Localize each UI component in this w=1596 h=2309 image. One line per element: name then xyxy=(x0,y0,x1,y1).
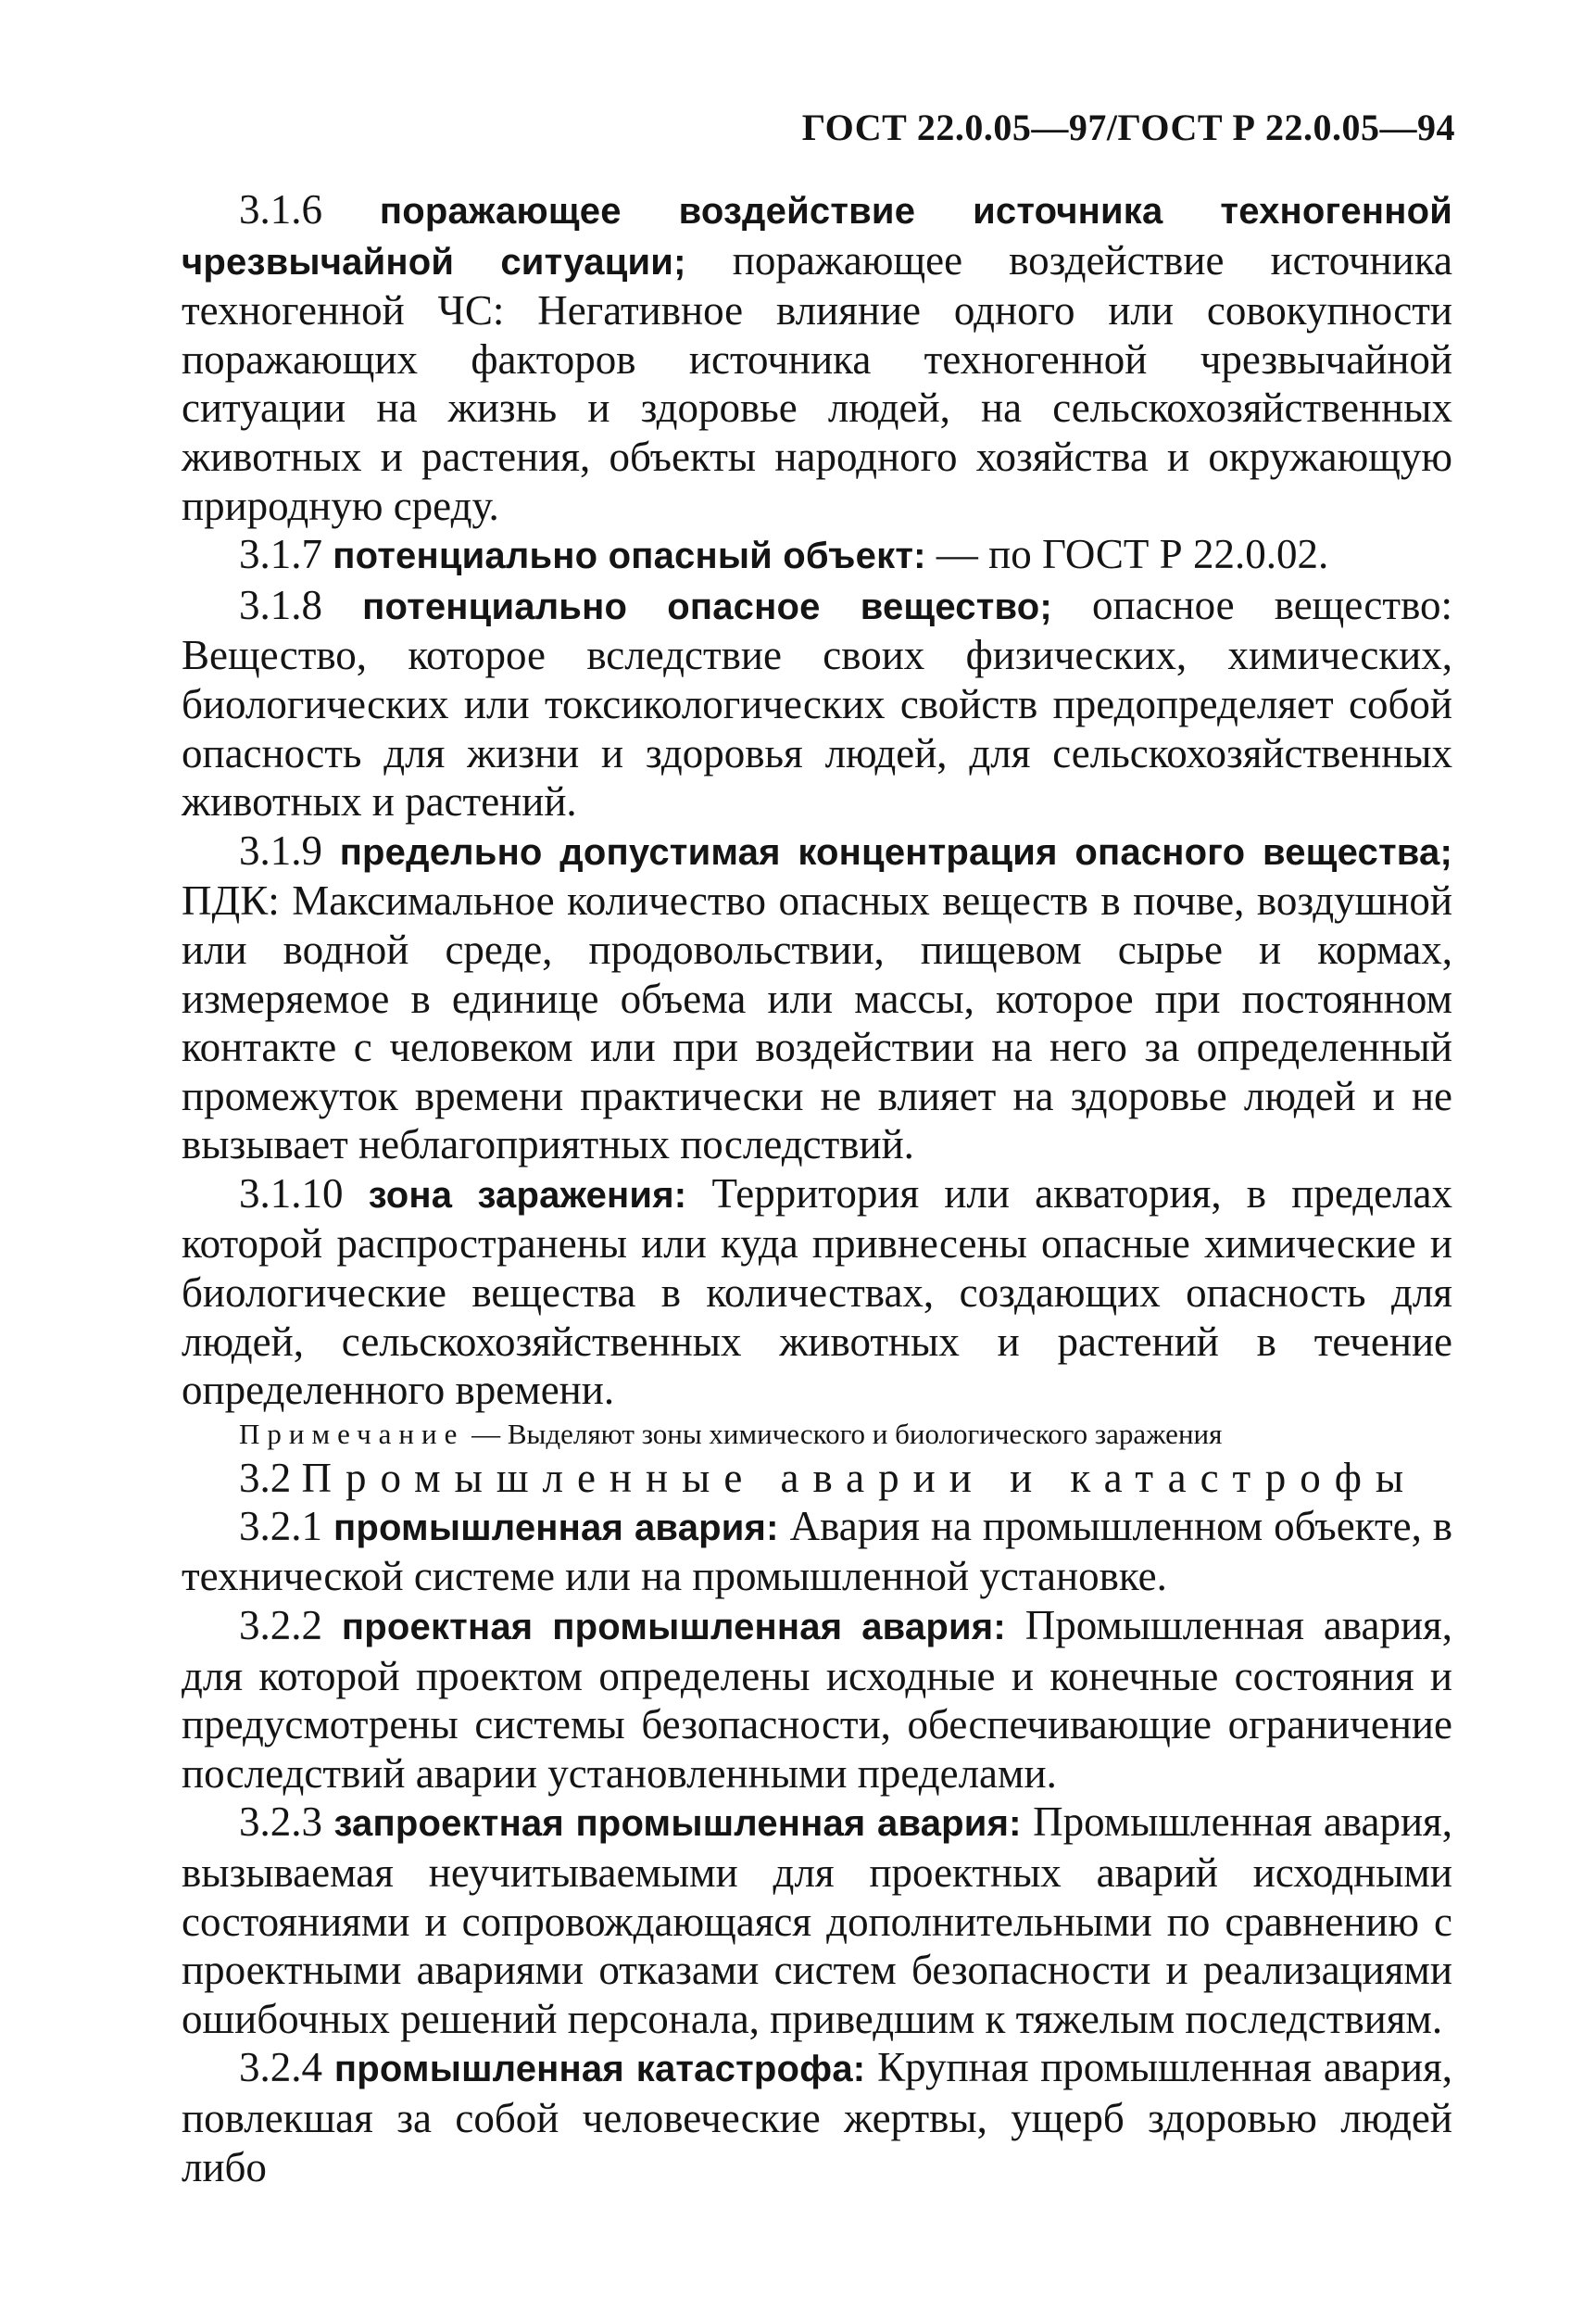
note-text: — Выделяют зоны химического и биологического заражения xyxy=(471,1417,1223,1450)
clause-number: 3.2.3 xyxy=(239,1798,322,1846)
clause-text: ПДК: Максимальное количество опасных веществ в почве, воздушной или водной среде, продовольствии, пищевом сырье и кормах, измеряемое в единице объема или массы, которое при постоянном контакте с человеком или при воздействии на него за определенный промежуток времени практически не влияет на здоровье людей и не вызывает неблагоприятных последствий. xyxy=(182,877,1452,1168)
note xyxy=(182,1415,1452,1454)
clause-number: 3.1.9 xyxy=(239,826,322,874)
paragraph-3-1-7 xyxy=(182,530,1452,581)
clause-text: Авария на промышленном объекте, в технической системе или на промышленной установке. xyxy=(182,1502,1453,1600)
section-number: 3.2 xyxy=(239,1454,292,1501)
paragraph-3-2-3 xyxy=(182,1798,1452,2043)
clause-number: 3.2.2 xyxy=(239,1602,322,1649)
paragraph-3-1-9 xyxy=(182,826,1452,1169)
clause-number: 3.2.1 xyxy=(239,1502,322,1549)
clause-text: — по ГОСТ Р 22.0.02. xyxy=(936,531,1329,578)
clause-term: предельно допустимая концентрация опасного вещества; xyxy=(339,831,1453,873)
clause-text: Территория или акватория, в пределах которой распространены или куда привнесены опасные химические и биологические вещества в количествах, создающих опасность для людей, сельскохозяйственных животных и растений в течение определенного времени. xyxy=(182,1169,1452,1414)
paragraph-3-1-6 xyxy=(182,185,1452,530)
clause-number: 3.1.8 xyxy=(239,581,322,628)
paragraph-3-2-4 xyxy=(182,2043,1452,2191)
clause-number: 3.1.10 xyxy=(239,1169,344,1217)
clause-term: запроектная промышленная авария: xyxy=(333,1803,1022,1845)
paragraph-3-2-2 xyxy=(182,1601,1452,1798)
clause-text: опасное вещество: Вещество, которое вследствие своих физических, химических, биологических или токсикологических свойств предопределяет собой опасность для жизни и здоровья людей, для сельскохозяйственных животных и растений. xyxy=(182,581,1453,826)
clause-text: Промышленная авария, для которой проектом определены исходные и конечные состояния и предусмотрены системы безопасности, обеспечивающие ограничение последствий аварии установленными пределами. xyxy=(182,1602,1452,1797)
note-label: Примечание xyxy=(239,1417,465,1450)
section-heading xyxy=(182,1454,1452,1502)
paragraph-3-1-8 xyxy=(182,581,1452,826)
clause-term: проектная промышленная авария: xyxy=(341,1607,1006,1648)
paragraph-3-1-10 xyxy=(182,1169,1452,1415)
document-body xyxy=(182,185,1452,2191)
clause-term: потенциально опасное вещество; xyxy=(362,586,1052,627)
document-header: ГОСТ 22.0.05—97/ГОСТ Р 22.0.05—94 xyxy=(801,107,1455,148)
clause-number: 3.1.7 xyxy=(239,531,322,578)
clause-term: поражающее воздействие источника техногенной чрезвычайной ситуации; xyxy=(182,191,1452,283)
clause-number: 3.1.6 xyxy=(239,186,322,233)
clause-term: зона заражения: xyxy=(368,1174,687,1216)
clause-text: Промышленная авария, вызываемая неучитываемыми для проектных аварий исходными состояниями и сопровождающаяся дополнительными по сравнению с проектными авариями отказами систем безопасности и реализациями ошибочных решений персонала, приведшим к тяжелым последствиям. xyxy=(182,1798,1453,2042)
clause-text: Крупная промышленная авария, повлекшая за собой человеческие жертвы, ущерб здоровью людей либо xyxy=(182,2044,1453,2190)
clause-number: 3.2.4 xyxy=(239,2044,322,2091)
paragraph-3-2-1 xyxy=(182,1502,1452,1601)
clause-term: потенциально опасный объект: xyxy=(333,536,926,577)
clause-term: промышленная катастрофа: xyxy=(333,2049,866,2090)
clause-text: поражающее воздействие источника техногенной ЧС: Негативное влияние одного или совокупности поражающих факторов источника техногенной чрезвычайной ситуации на жизнь и здоровье людей, на сельскохозяйственных животных и растения, объекты народного хозяйства и окружающую природную среду. xyxy=(182,236,1452,529)
clause-term: промышленная авария: xyxy=(333,1507,779,1548)
section-title: Промышленные аварии и катастрофы xyxy=(301,1454,1418,1501)
